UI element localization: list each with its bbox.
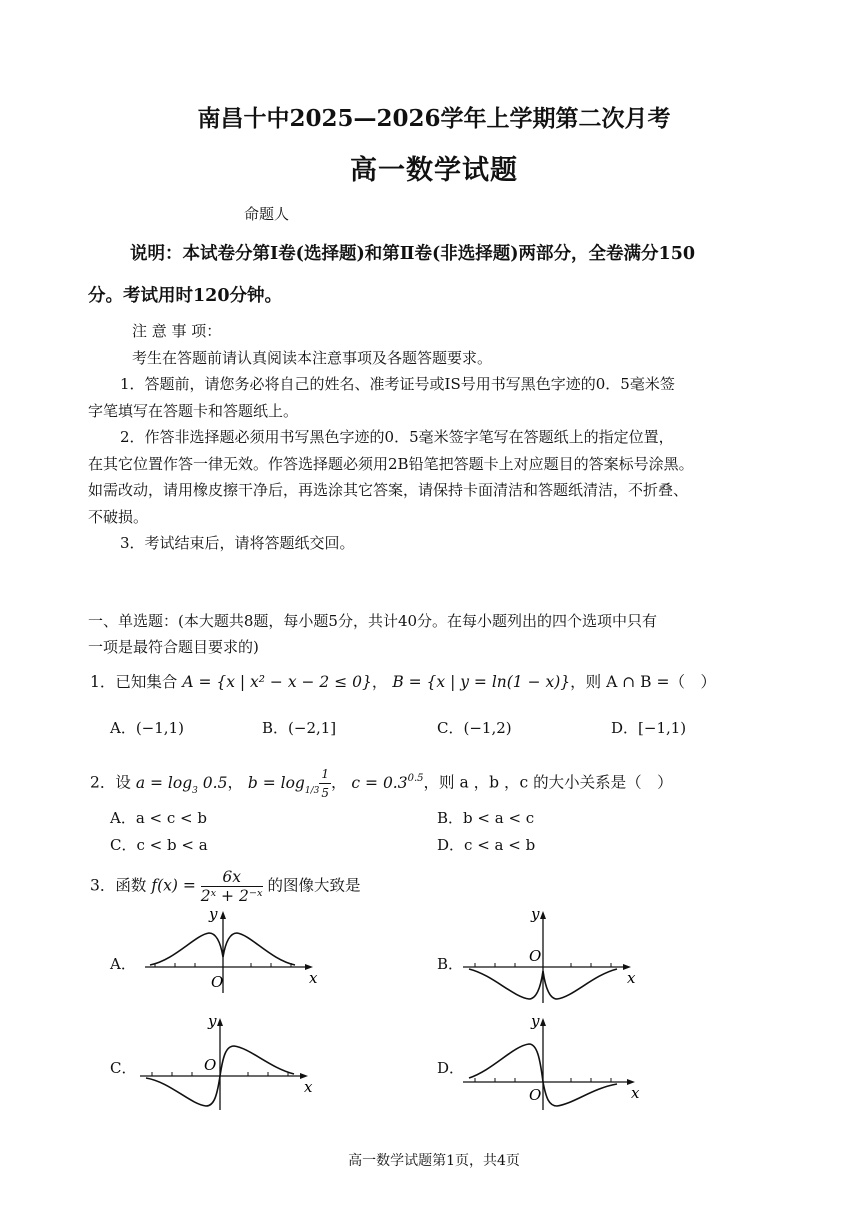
notice-item-3: 3．考试结束后，请将答题纸交回。: [120, 534, 355, 552]
graph-d-y-arrow: [540, 1018, 546, 1026]
question-3-func: f(x) =: [151, 876, 196, 895]
question-1-option-c[interactable]: C．(−1,2): [437, 719, 512, 737]
notice-item-2-line-2: 在其它位置作答一律无效。作答选择题必须用2B铅笔把答题卡上对应题目的答案标号涂黑。: [88, 455, 694, 473]
description-line-2: 分。考试用时120分钟。: [88, 286, 283, 306]
question-3-fraction: $\frac{6x}{\text{2ˣ + 2⁻ˣ}}$: [200, 868, 263, 905]
question-1-set-b: B = {x | y = ln(1 − x)}: [392, 673, 571, 691]
notice-item-2-line-4: 不破损。: [88, 508, 149, 526]
question-1-option-a[interactable]: A．(−1,1): [110, 719, 184, 737]
graph-option-c[interactable]: [140, 1012, 320, 1112]
question-2-option-a[interactable]: A．a < c < b: [110, 809, 207, 827]
question-2-option-c[interactable]: C．c < b < a: [110, 836, 208, 854]
question-2-option-b[interactable]: B．b < a < c: [437, 809, 535, 827]
notice-item-1-line-2: 字笔填写在答题卡和答题纸上。: [88, 402, 299, 420]
question-1-prefix: 已知集合: [115, 673, 178, 691]
question-2-a: $a = \log_3 0.5$: [135, 773, 228, 796]
graph-option-d[interactable]: [463, 1012, 648, 1112]
graph-a-x-label: x: [309, 969, 318, 987]
question-2-b: $b = \log_{1/3}$ $\frac{1}{5}$: [247, 767, 329, 800]
question-1: [90, 670, 716, 692]
question-1-set-a: A = {x | x² − x − 2 ≤ 0}: [182, 673, 372, 691]
notice-intro: 考生在答题前请认真阅读本注意事项及各题答题要求。: [132, 349, 493, 367]
graph-option-b[interactable]: [463, 905, 643, 1005]
question-2-option-d[interactable]: D．c < a < b: [437, 836, 536, 854]
graph-d-y-label: y: [531, 1012, 540, 1030]
graph-c-origin-label: O: [204, 1056, 217, 1074]
graph-c-y-label: y: [208, 1012, 217, 1030]
question-3-suffix: 的图像大致是: [267, 876, 361, 895]
notice-item-2-line-1: 2．作答非选择题必须用书写黑色字迹的0．5毫米签字笔写在答题纸上的指定位置，: [120, 428, 674, 446]
question-1-option-b[interactable]: B．(−2,1]: [262, 719, 337, 737]
graph-d-x-label: x: [631, 1084, 640, 1102]
question-2-prefix: 设: [115, 773, 131, 792]
author-label: 命题人: [244, 205, 290, 223]
graph-c-x-label: x: [304, 1078, 313, 1096]
graph-a-origin-label: O: [211, 973, 224, 991]
notice-item-2-line-3: 如需改动，请用橡皮擦干净后，再选涂其它答案，请保持卡面清洁和答题纸清洁，不折叠、: [88, 481, 689, 499]
exam-subtitle: 高一数学试题: [350, 155, 518, 186]
question-3: [90, 868, 360, 905]
notice-heading: 注 意 事 项：: [132, 322, 222, 340]
graph-a-y-arrow: [220, 911, 226, 919]
question-2-number: 2．: [90, 773, 116, 792]
question-3-option-b[interactable]: B．: [437, 955, 464, 973]
exam-title: 南昌十中2025—2026学年上学期第二次月考: [197, 105, 671, 132]
question-3-option-c[interactable]: C．: [110, 1059, 137, 1077]
question-1-suffix: ，则 A ∩ B =（ ）: [570, 673, 716, 691]
question-2: 2．设 $a = \log_3 0.5$， $b = \log_{1/3}$ $\frac{1}{5}$ ， $c = 0.3^{0.5}$，则 a ，b ，c 的大小关系是（ ）: [90, 767, 673, 800]
page-footer: 高一数学试题第1页，共4页: [348, 1153, 520, 1169]
notice-item-1-line-1: 1．答题前，请您务必将自己的姓名、准考证号或IS号用书写黑色字迹的0．5毫米签: [120, 375, 675, 393]
question-1-option-d[interactable]: D．[−1,1): [611, 719, 687, 737]
graph-b-y-label: y: [531, 905, 540, 923]
graph-b-y-arrow: [540, 911, 546, 919]
graph-c-y-arrow: [217, 1018, 223, 1026]
question-2-c: $c = 0.3^{0.5}$: [351, 772, 424, 792]
question-3-prefix: 函数: [115, 876, 147, 895]
graph-d-origin-label: O: [529, 1086, 542, 1104]
graph-option-a[interactable]: [145, 905, 325, 995]
section-1-line-2: 一项是最符合题目要求的): [88, 638, 259, 656]
description-line-1: 说明：本试卷分第Ⅰ卷(选择题)和第Ⅱ卷(非选择题)两部分，全卷满分150: [130, 244, 696, 264]
graph-b-x-label: x: [627, 969, 636, 987]
question-2-suffix: ，则 a ，b ，c 的大小关系是（ ）: [423, 773, 673, 792]
question-3-number: 3．: [90, 876, 116, 895]
section-1-line-1: 一、单选题：(本大题共8题，每小题5分，共计40分。在每小题列出的四个选项中只有: [88, 612, 658, 630]
question-1-sep: ，: [371, 673, 388, 691]
question-3-option-d[interactable]: D．: [437, 1059, 465, 1077]
graph-b-origin-label: O: [529, 947, 542, 965]
question-1-number: 1．: [90, 673, 116, 691]
graph-a-y-label: y: [209, 905, 218, 923]
question-3-option-a[interactable]: A．: [110, 955, 136, 973]
